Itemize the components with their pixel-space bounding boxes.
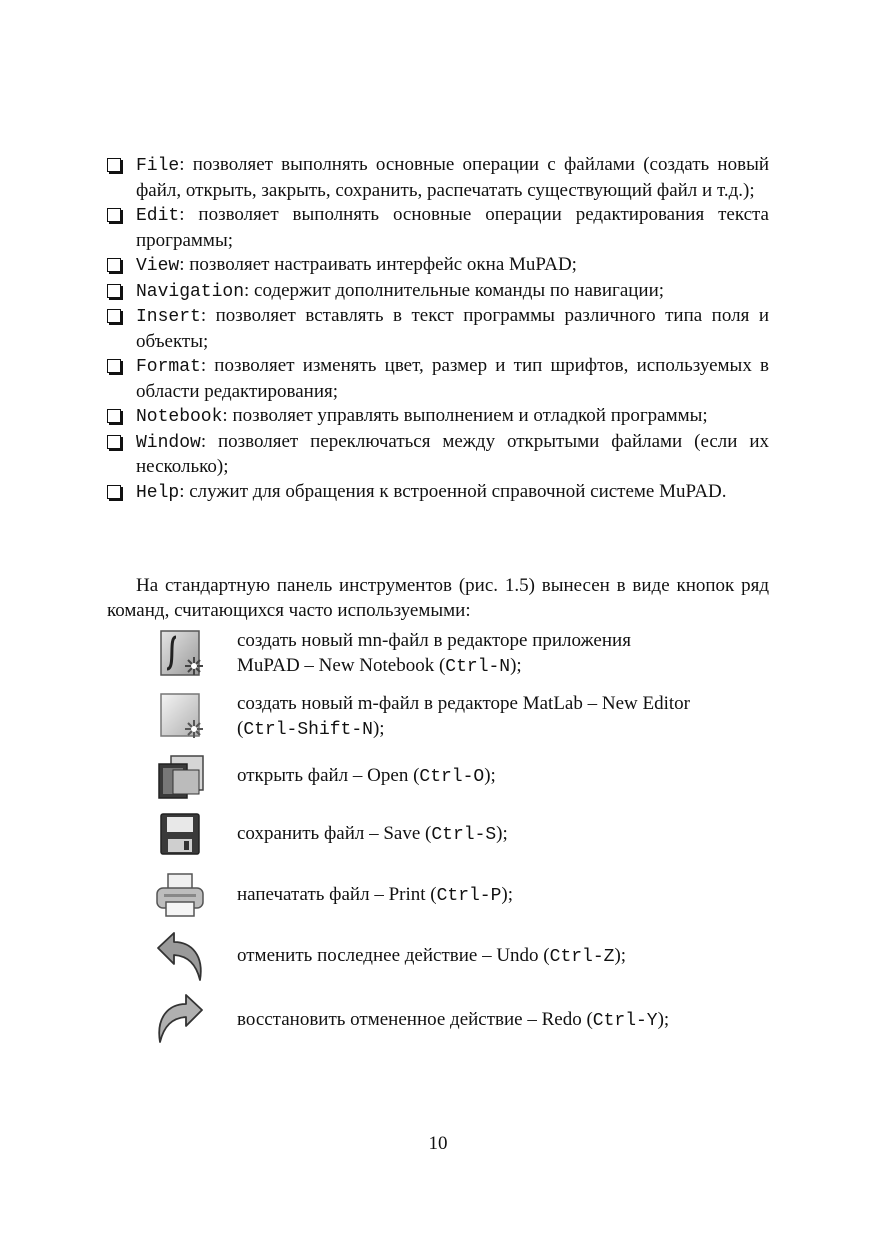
checkbox-bullet-icon [107,435,121,449]
list-item-notebook [107,404,769,430]
menu-keyword: Insert [136,307,201,327]
shortcut: Ctrl-Z [549,947,615,967]
description-line: восстановить отмененное действие – Redo (Ctrl-Y); [237,1009,670,1031]
menu-description: : позволяет переключаться между открытыми файлами (если их несколько); [136,430,769,477]
checkbox-bullet-icon [107,409,121,423]
list-item-file [107,153,769,203]
shortcut: Ctrl-Y [592,1011,658,1031]
menu-keyword: Window [136,432,201,453]
menu-keyword: File [136,156,180,176]
description-line: MuPAD – New Notebook (Ctrl-N); [237,654,522,677]
list-item-view [107,253,769,279]
toolbar-intro-paragraph: На стандартную панель инструментов (рис. 1.5) вынесен в виде кнопок ряд команд, считающихся часто используемыми: [107,575,769,621]
toolbar-row-new-notebook [150,627,770,683]
shortcut: Ctrl-P [436,886,502,906]
menu-keyword: View [136,256,180,276]
new-editor-icon [154,690,206,742]
description-line: открыть файл – Open (Ctrl-O); [237,765,496,787]
menu-keyword: Notebook [136,407,223,427]
new-notebook-icon [154,627,206,679]
toolbar-row-print [150,870,770,926]
checkbox-bullet-icon [107,208,121,222]
toolbar-row-undo [150,930,770,986]
menu-keyword: Edit [136,206,180,226]
toolbar-description [237,692,777,742]
menu-description: : содержит дополнительные команды по навигации; [244,279,665,301]
toolbar-row-redo [150,992,770,1048]
description-line: создать новый m-файл в редакторе MatLab – New Editor [237,693,690,714]
toolbar-row-new-editor [150,690,770,746]
menu-description: : позволяет настраивать интерфейс окна MuPAD; [179,254,577,275]
menu-description: : позволяет изменять цвет, размер и тип шрифтов, используемых в области редактирования; [136,355,769,402]
menu-description: : позволяет выполнять основные операции редактирования текста программы; [136,204,769,251]
toolbar-row-save [150,810,770,866]
checkbox-bullet-icon [107,359,121,373]
shortcut: Ctrl-S [431,825,497,845]
checkbox-bullet-icon [107,158,121,172]
list-item-insert [107,304,769,354]
description-line: создать новый mn-файл в редакторе приложения [237,630,631,651]
list-item-edit [107,203,769,253]
toolbar-description [237,822,777,848]
toolbar-row-open [150,752,770,808]
undo-icon [154,930,206,982]
print-icon [154,870,206,922]
checkbox-bullet-icon [107,309,121,323]
menu-description: : позволяет выполнять основные операции с файлами (создать новый файл, открыть, закрыть, сохранить, распечатать существующий файл и т.д.); [136,154,769,201]
checkbox-bullet-icon [107,284,121,298]
menu-description-list [107,153,769,505]
page-number: 10 [428,1133,448,1154]
checkbox-bullet-icon [107,258,121,272]
open-icon [154,752,206,804]
shortcut: Ctrl-N [445,656,511,677]
list-item-navigation [107,279,769,305]
save-icon [154,810,206,862]
toolbar-description [237,883,777,909]
shortcut: Ctrl-O [419,767,485,787]
checkbox-bullet-icon [107,485,121,499]
toolbar-description [237,764,777,790]
toolbar-description [237,944,777,970]
toolbar-description [237,1008,777,1034]
menu-keyword: Navigation [136,281,245,302]
menu-keyword: Format [136,357,201,377]
description-line: сохранить файл – Save (Ctrl-S); [237,823,508,845]
menu-description: : позволяет вставлять в текст программы различного типа поля и объекты; [136,305,769,352]
toolbar-description [237,629,777,679]
menu-description: : служит для обращения к встроенной справочной системе MuPAD. [179,480,727,502]
shortcut: Ctrl-Shift-N [243,719,373,740]
redo-icon [154,992,206,1044]
menu-keyword: Help [136,482,180,503]
list-item-format [107,354,769,404]
list-item-window [107,430,769,480]
list-item-help [107,480,769,506]
description-line: (Ctrl-Shift-N); [237,717,385,740]
description-line: напечатать файл – Print (Ctrl-P); [237,884,514,906]
description-line: отменить последнее действие – Undo (Ctrl-Z); [237,945,627,967]
menu-description: : позволяет управлять выполнением и отладкой программы; [222,405,708,426]
